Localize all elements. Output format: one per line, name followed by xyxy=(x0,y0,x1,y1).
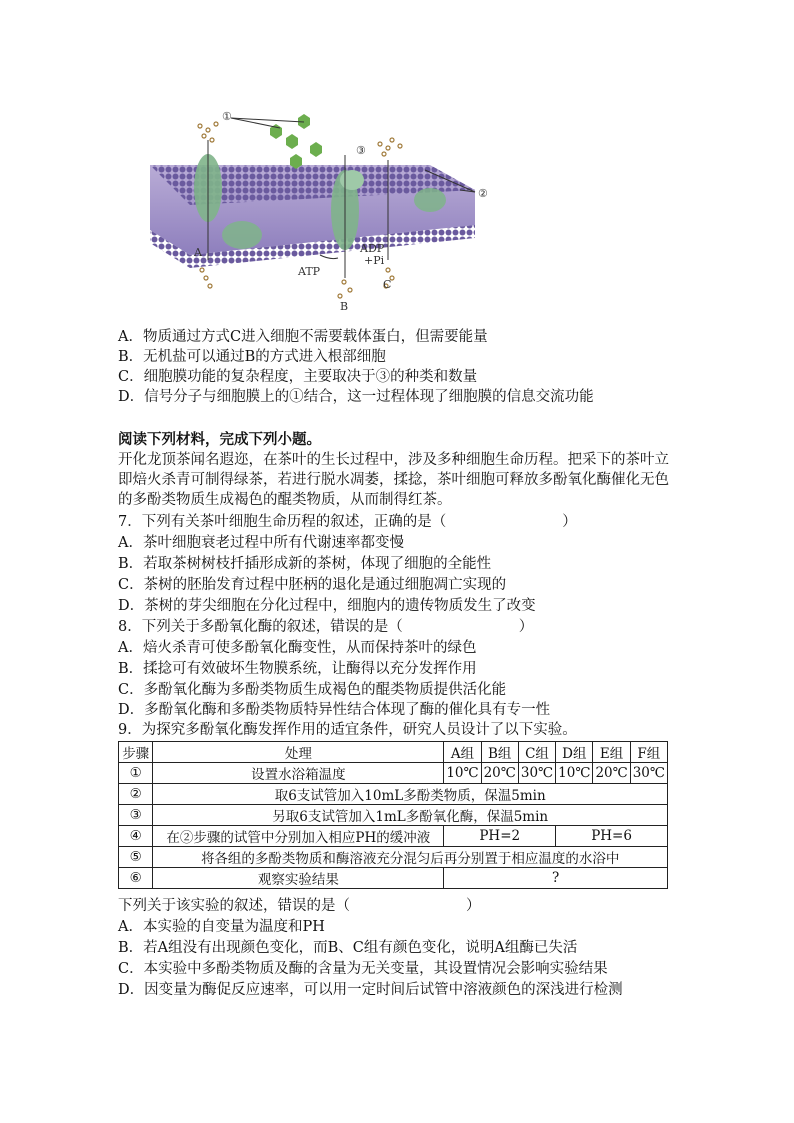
table-cell: ② xyxy=(119,784,153,805)
table-cell: F组 xyxy=(630,742,667,763)
table-cell: 20℃ xyxy=(593,763,630,784)
label-adp: ADP xyxy=(360,242,385,255)
table-cell: B组 xyxy=(481,742,518,763)
label-1: ① xyxy=(222,110,232,123)
q9-question: 下列关于该实验的叙述，错误的是（ ） xyxy=(118,898,481,914)
table-cell: E组 xyxy=(593,742,630,763)
q9-option-b: B．若A组没有出现颜色变化，而B、C组有颜色变化，说明A组酶已失活 xyxy=(118,940,578,956)
table-row xyxy=(119,763,668,784)
q6-option-a: A．物质通过方式C进入细胞不需要载体蛋白，但需要能量 xyxy=(118,329,488,345)
table-row xyxy=(119,805,668,826)
table-header-row xyxy=(119,742,668,763)
table-cell: 10℃ xyxy=(444,763,481,784)
q8-option-c: C．多酚氧化酶为多酚类物质生成褐色的醌类物质提供活化能 xyxy=(118,682,507,698)
receptor-protein-3 xyxy=(340,170,364,190)
q7-option-b: B．若取茶树树枝扦插形成新的茶树，体现了细胞的全能性 xyxy=(118,556,492,572)
label-3: ③ xyxy=(356,144,366,157)
label-c: C xyxy=(383,278,392,291)
table-cell: ④ xyxy=(119,826,153,847)
table-row xyxy=(119,847,668,868)
label-b: B xyxy=(340,300,349,313)
q8-stem: 8．下列关于多酚氧化酶的叙述，错误的是（ ） xyxy=(118,619,534,635)
table-cell: 取6支试管加入10mL多酚类物质，保温5min xyxy=(153,784,668,805)
label-atp: ATP xyxy=(298,265,321,278)
q6-option-c: C．细胞膜功能的复杂程度，主要取决于③的种类和数量 xyxy=(118,369,478,385)
table-cell: 观察实验结果 xyxy=(153,868,444,889)
table-cell: ⑤ xyxy=(119,847,153,868)
table-cell: 20℃ xyxy=(481,763,518,784)
label-2: ② xyxy=(478,187,488,200)
table-cell: 步骤 xyxy=(119,742,153,763)
table-cell: C组 xyxy=(518,742,555,763)
label-pi: +Pi xyxy=(364,254,385,267)
table-cell: ⑥ xyxy=(119,868,153,889)
table-cell: ③ xyxy=(119,805,153,826)
material-text: 开化龙顶茶闻名遐迩，在茶叶的生长过程中，涉及多种细胞生命历程。把采下的茶叶立即焙火杀青可制得绿茶，若进行脱水凋萎，揉捻，茶叶细胞可释放多酚氧化酶催化无色的多酚类物质生成褐色的醌类物质，从而制得红茶。 xyxy=(118,452,669,508)
table-row xyxy=(119,784,668,805)
table-cell: ? xyxy=(444,868,668,889)
table-cell: 在②步骤的试管中分别加入相应PH的缓冲液 xyxy=(153,826,444,847)
section-title: 阅读下列材料，完成下列小题。 xyxy=(118,431,321,448)
q9-option-a: A．本实验的自变量为温度和PH xyxy=(118,919,325,935)
experiment-table xyxy=(118,741,668,889)
q9-option-c: C．本实验中多酚类物质及酶的含量为无关变量，其设置情况会影响实验结果 xyxy=(118,961,608,977)
table-cell: 30℃ xyxy=(518,763,555,784)
q8-option-d: D．多酚氧化酶和多酚类物质特异性结合体现了酶的催化具有专一性 xyxy=(118,702,551,718)
table-row xyxy=(119,868,668,889)
table-row xyxy=(119,826,668,847)
q7-option-a: A．茶叶细胞衰老过程中所有代谢速率都变慢 xyxy=(118,535,404,551)
q8-option-b: B．揉捻可有效破坏生物膜系统，让酶得以充分发挥作用 xyxy=(118,661,477,677)
q7-option-d: D．茶树的芽尖细胞在分化过程中，细胞内的遗传物质发生了改变 xyxy=(118,598,536,614)
protein xyxy=(414,188,446,212)
table-cell: PH=6 xyxy=(556,826,668,847)
table-cell: 处理 xyxy=(153,742,444,763)
q7-stem: 7．下列有关茶叶细胞生命历程的叙述，正确的是（ ） xyxy=(118,514,577,530)
table-cell: 10℃ xyxy=(556,763,593,784)
protein xyxy=(222,221,262,249)
q7-option-c: C．茶树的胚胎发育过程中胚柄的退化是通过细胞凋亡实现的 xyxy=(118,577,507,593)
table-cell: ① xyxy=(119,763,153,784)
cell-membrane-diagram xyxy=(130,110,500,320)
table-cell: 将各组的多酚类物质和酶溶液充分混匀后再分别置于相应温度的水浴中 xyxy=(153,847,668,868)
q8-option-a: A．焙火杀青可使多酚氧化酶变性，从而保持茶叶的绿色 xyxy=(118,640,477,656)
label-a: A xyxy=(194,246,202,259)
q9-stem: 9．为探究多酚氧化酶发挥作用的适宜条件，研究人员设计了以下实验。 xyxy=(118,722,577,738)
q6-option-b: B．无机盐可以通过B的方式进入根部细胞 xyxy=(118,349,386,365)
q9-option-d: D．因变量为酶促反应速率，可以用一定时间后试管中溶液颜色的深浅进行检测 xyxy=(118,982,623,998)
table-cell: 另取6支试管加入1mL多酚氧化酶，保温5min xyxy=(153,805,668,826)
table-cell: 设置水浴箱温度 xyxy=(153,763,444,784)
signal-molecules xyxy=(270,114,322,169)
table-cell: A组 xyxy=(444,742,481,763)
table-cell: D组 xyxy=(556,742,593,763)
q6-option-d: D．信号分子与细胞膜上的①结合，这一过程体现了细胞膜的信息交流功能 xyxy=(118,389,594,405)
table-cell: PH=2 xyxy=(444,826,556,847)
table-cell: 30℃ xyxy=(630,763,667,784)
